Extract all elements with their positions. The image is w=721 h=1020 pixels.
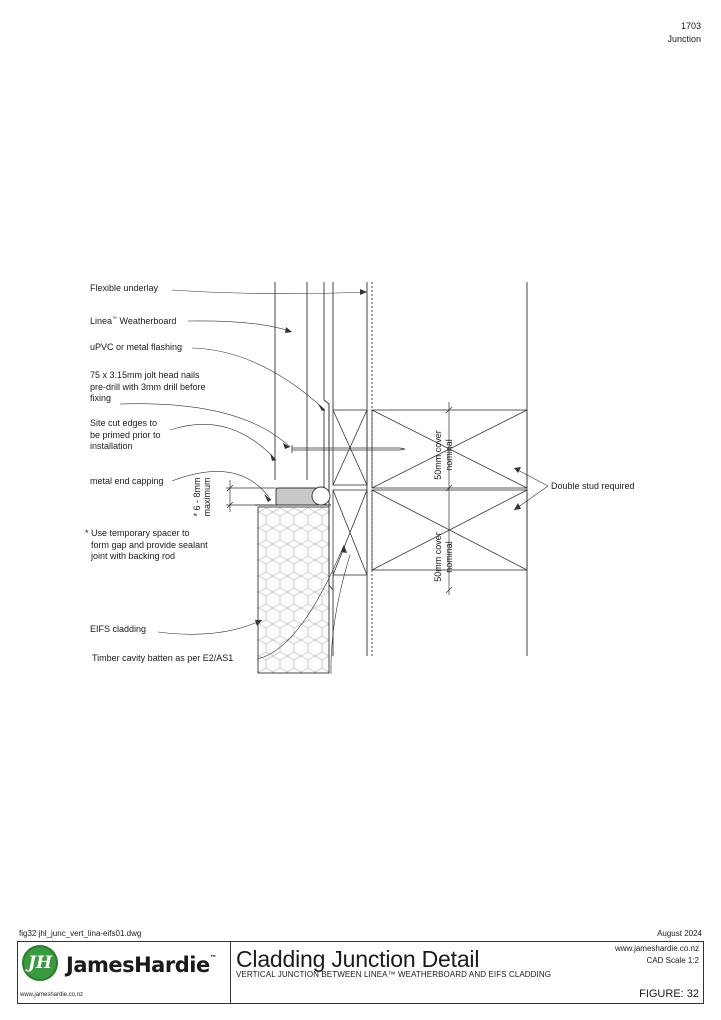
label-spacer-line1: * Use temporary spacer to: [85, 528, 190, 538]
document-number: 1703: [680, 21, 701, 31]
label-nails: [90, 370, 206, 405]
label-spacer-line3: joint with backing rod: [91, 551, 176, 561]
label-cover-top-line1: 50mm cover: [433, 430, 443, 480]
label-nails-line1: 75 x 3.15mm jolt head nails: [90, 370, 200, 380]
website-small: www.jameshardie.co.nz: [20, 992, 84, 998]
cavity-batten-upper: [333, 410, 367, 485]
label-cover-bottom: [424, 520, 464, 584]
label-gap-line2: maximum: [202, 477, 212, 517]
label-nails-line3: fixing: [90, 393, 112, 403]
brand-tm: ™: [209, 954, 217, 962]
drawing-subtitle: VERTICAL JUNCTION BETWEEN LINEA™ WEATHERBOARD AND EIFS CLADDING: [236, 970, 552, 979]
label-cover-bottom-line1: 50mm cover: [433, 532, 443, 582]
cavity-batten-lower: [333, 490, 367, 575]
label-site-cut: [90, 418, 161, 453]
figure-number: FIGURE: 32: [639, 988, 699, 1000]
brand-name: [66, 953, 216, 977]
cad-scale: CAD Scale 1:2: [646, 956, 699, 965]
label-double-stud: Double stud required: [551, 481, 635, 491]
drawing-date: August 2024: [657, 929, 702, 938]
linea-weatherboard: [275, 282, 324, 490]
james-hardie-logo-icon: JH: [22, 945, 58, 981]
label-nails-line2: pre-drill with 3mm drill before: [90, 381, 206, 392]
jolt-head-nail: [292, 445, 405, 453]
label-site-cut-line1: Site cut edges to: [90, 418, 158, 428]
website: www.jameshardie.co.nz: [614, 944, 699, 953]
label-site-cut-line3: installation: [90, 441, 133, 451]
title-block-divider: [230, 941, 231, 1004]
label-cover-top-line2: nominal: [444, 439, 454, 471]
eifs-cladding: [255, 505, 331, 673]
label-end-capping: metal end capping: [90, 476, 164, 486]
label-spacer-line2: form gap and provide sealant: [91, 539, 208, 550]
brand-name-text: JamesHardie: [66, 953, 210, 977]
label-batten: Timber cavity batten as per E2/AS1: [92, 653, 234, 663]
label-eifs: EIFS cladding: [90, 624, 147, 634]
label-gap-line1: * 6 - 8mm: [192, 477, 202, 517]
label-cover-top: [424, 422, 464, 482]
label-site-cut-line2: be primed prior to: [90, 429, 161, 440]
drawing-filename: fig32 jhl_junc_vert_lina-eifs01.dwg: [19, 929, 142, 938]
linea-tm: ™: [112, 316, 118, 322]
linea-rest: Weatherboard: [117, 316, 177, 326]
label-gap-dimension: [182, 475, 232, 521]
label-cover-bottom-line2: nominal: [444, 541, 454, 573]
label-linea-weatherboard: [90, 314, 176, 328]
label-flashing: uPVC or metal flashing: [90, 342, 183, 352]
end-capping: [276, 487, 330, 505]
linea-text: Linea: [90, 316, 113, 326]
label-spacer: [85, 528, 208, 563]
label-flexible-underlay: Flexible underlay: [90, 283, 159, 293]
drawing-title: Cladding Junction Detail: [236, 946, 480, 972]
document-section: Junction: [667, 34, 701, 44]
